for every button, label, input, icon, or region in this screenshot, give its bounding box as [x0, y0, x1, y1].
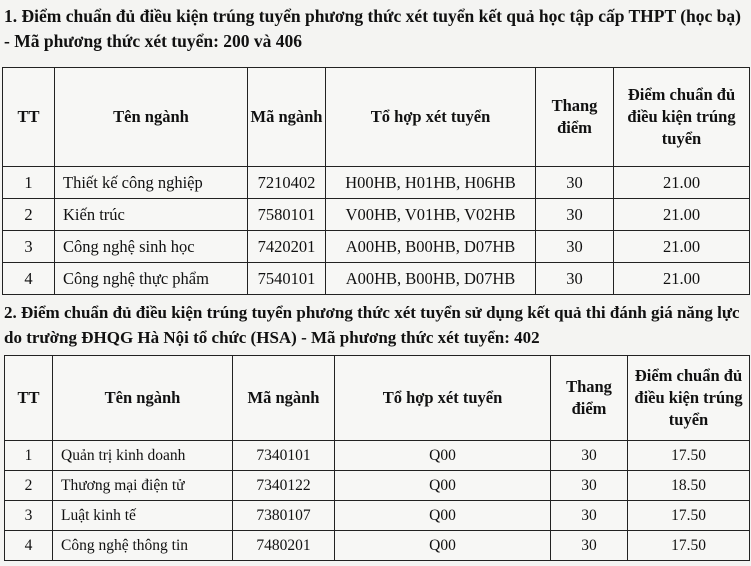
table-row: [5, 471, 750, 501]
cell-scale: 30: [536, 199, 614, 231]
cell-score: 21.00: [614, 167, 750, 199]
cell-score: 17.50: [628, 531, 750, 561]
cell-scale: 30: [536, 231, 614, 263]
cell-score: 17.50: [628, 441, 750, 471]
header-code: Mã ngành: [248, 68, 326, 167]
cell-score: 17.50: [628, 501, 750, 531]
admission-table-1: [2, 67, 750, 295]
cell-tt: 1: [3, 167, 55, 199]
cell-code: 7340122: [233, 471, 335, 501]
table-row: [3, 167, 750, 199]
table-row: [3, 199, 750, 231]
table-row: [5, 531, 750, 561]
table-row: [5, 441, 750, 471]
cell-tt: 4: [5, 531, 53, 561]
cell-code: 7340101: [233, 441, 335, 471]
cell-name: Thiết kế công nghiệp: [55, 167, 248, 199]
cell-name: Công nghệ thông tin: [53, 531, 233, 561]
cell-scale: 30: [551, 441, 628, 471]
header-combo: Tổ hợp xét tuyển: [326, 68, 536, 167]
cell-tt: 2: [5, 471, 53, 501]
cell-code: 7480201: [233, 531, 335, 561]
section-2-title: 2. Điểm chuẩn đủ điều kiện trúng tuyển phương thức xét tuyển sử dụng kết quả thi đánh giá năng lực do trường ĐHQG Hà Nội tổ chức (HSA) - Mã phương thức xét tuyển: 402: [4, 303, 740, 347]
table-row: [5, 501, 750, 531]
header-name: Tên ngành: [55, 68, 248, 167]
cell-scale: 30: [536, 167, 614, 199]
cell-scale: 30: [551, 531, 628, 561]
cell-code: 7420201: [248, 231, 326, 263]
header-combo: Tổ hợp xét tuyển: [335, 356, 551, 441]
cell-name: Luật kinh tế: [53, 501, 233, 531]
cell-scale: 30: [551, 501, 628, 531]
cell-name: Quản trị kinh doanh: [53, 441, 233, 471]
cell-code: 7210402: [248, 167, 326, 199]
cell-tt: 3: [3, 231, 55, 263]
cell-combo: Q00: [335, 501, 551, 531]
cell-tt: 4: [3, 263, 55, 295]
table-row: [3, 263, 750, 295]
cell-combo: H00HB, H01HB, H06HB: [326, 167, 536, 199]
cell-combo: A00HB, B00HB, D07HB: [326, 263, 536, 295]
cell-combo: Q00: [335, 471, 551, 501]
table-header-row: [5, 356, 750, 441]
cell-name: Công nghệ sinh học: [55, 231, 248, 263]
cell-scale: 30: [536, 263, 614, 295]
cell-name: Công nghệ thực phẩm: [55, 263, 248, 295]
cell-combo: A00HB, B00HB, D07HB: [326, 231, 536, 263]
table-header-row: [3, 68, 750, 167]
cell-name: Kiến trúc: [55, 199, 248, 231]
cell-code: 7540101: [248, 263, 326, 295]
cell-tt: 3: [5, 501, 53, 531]
header-tt: TT: [5, 356, 53, 441]
cell-score: 21.00: [614, 231, 750, 263]
header-scale: Thang điểm: [536, 68, 614, 167]
section-1-title: 1. Điểm chuẩn đủ điều kiện trúng tuyển phương thức xét tuyển kết quả học tập cấp THPT (học bạ) - Mã phương thức xét tuyển: 200 và 406: [4, 6, 741, 51]
header-scale: Thang điểm: [551, 356, 628, 441]
cell-tt: 2: [3, 199, 55, 231]
admission-table-2: [4, 355, 750, 561]
header-score: Điểm chuẩn đủ điều kiện trúng tuyển: [628, 356, 750, 441]
cell-score: 21.00: [614, 263, 750, 295]
cell-score: 21.00: [614, 199, 750, 231]
cell-name: Thương mại điện tử: [53, 471, 233, 501]
cell-combo: Q00: [335, 531, 551, 561]
cell-combo: Q00: [335, 441, 551, 471]
header-code: Mã ngành: [233, 356, 335, 441]
header-name: Tên ngành: [53, 356, 233, 441]
cell-code: 7580101: [248, 199, 326, 231]
header-tt: TT: [3, 68, 55, 167]
cell-code: 7380107: [233, 501, 335, 531]
cell-score: 18.50: [628, 471, 750, 501]
cell-tt: 1: [5, 441, 53, 471]
cell-scale: 30: [551, 471, 628, 501]
table-row: [3, 231, 750, 263]
cell-combo: V00HB, V01HB, V02HB: [326, 199, 536, 231]
header-score: Điểm chuẩn đủ điều kiện trúng tuyển: [614, 68, 750, 167]
